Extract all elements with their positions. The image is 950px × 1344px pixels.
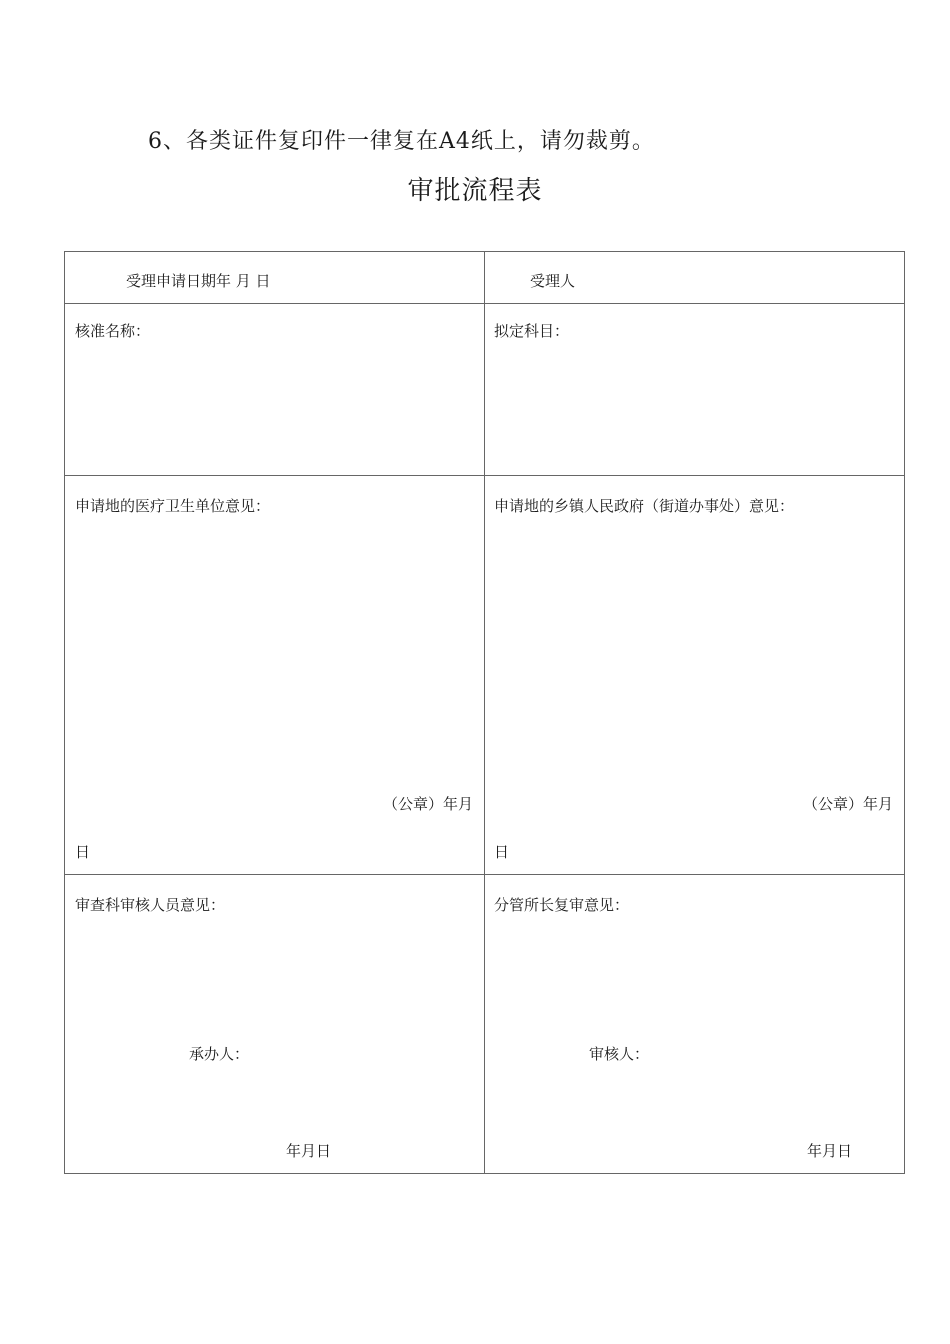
- proposed-subject-label: 拟定科目：: [494, 322, 570, 340]
- instruction-note: 6、各类证件复印件一律复在A4纸上，请勿裁剪。: [148, 129, 655, 154]
- seal-day-right: 日: [494, 843, 510, 861]
- seal-date-left: （公章）年月: [382, 795, 473, 813]
- seal-date-right: （公章）年月: [802, 795, 893, 813]
- column-divider: [484, 252, 485, 1173]
- seal-day-left: 日: [75, 843, 91, 861]
- row-divider: [65, 475, 904, 476]
- handler-date: 年月日: [286, 1142, 332, 1160]
- handler-label: 承办人：: [189, 1045, 250, 1063]
- page-title: 审批流程表: [407, 176, 543, 206]
- approved-name-label: 核准名称：: [75, 322, 151, 340]
- application-date-label: 受理申请日期年 月 日: [126, 272, 271, 290]
- reviewer-label: 审核人：: [589, 1045, 650, 1063]
- row-divider: [65, 303, 904, 304]
- reviewer-date: 年月日: [807, 1142, 853, 1160]
- receiver-label: 受理人: [530, 272, 576, 290]
- row-divider: [65, 874, 904, 875]
- medical-unit-opinion-label: 申请地的医疗卫生单位意见：: [75, 497, 271, 515]
- approval-form-table: [64, 251, 905, 1174]
- deputy-director-opinion-label: 分管所长复审意见：: [494, 896, 630, 914]
- review-staff-opinion-label: 审查科审核人员意见：: [75, 896, 226, 914]
- township-government-opinion-label: 申请地的乡镇人民政府（街道办事处）意见：: [494, 497, 795, 515]
